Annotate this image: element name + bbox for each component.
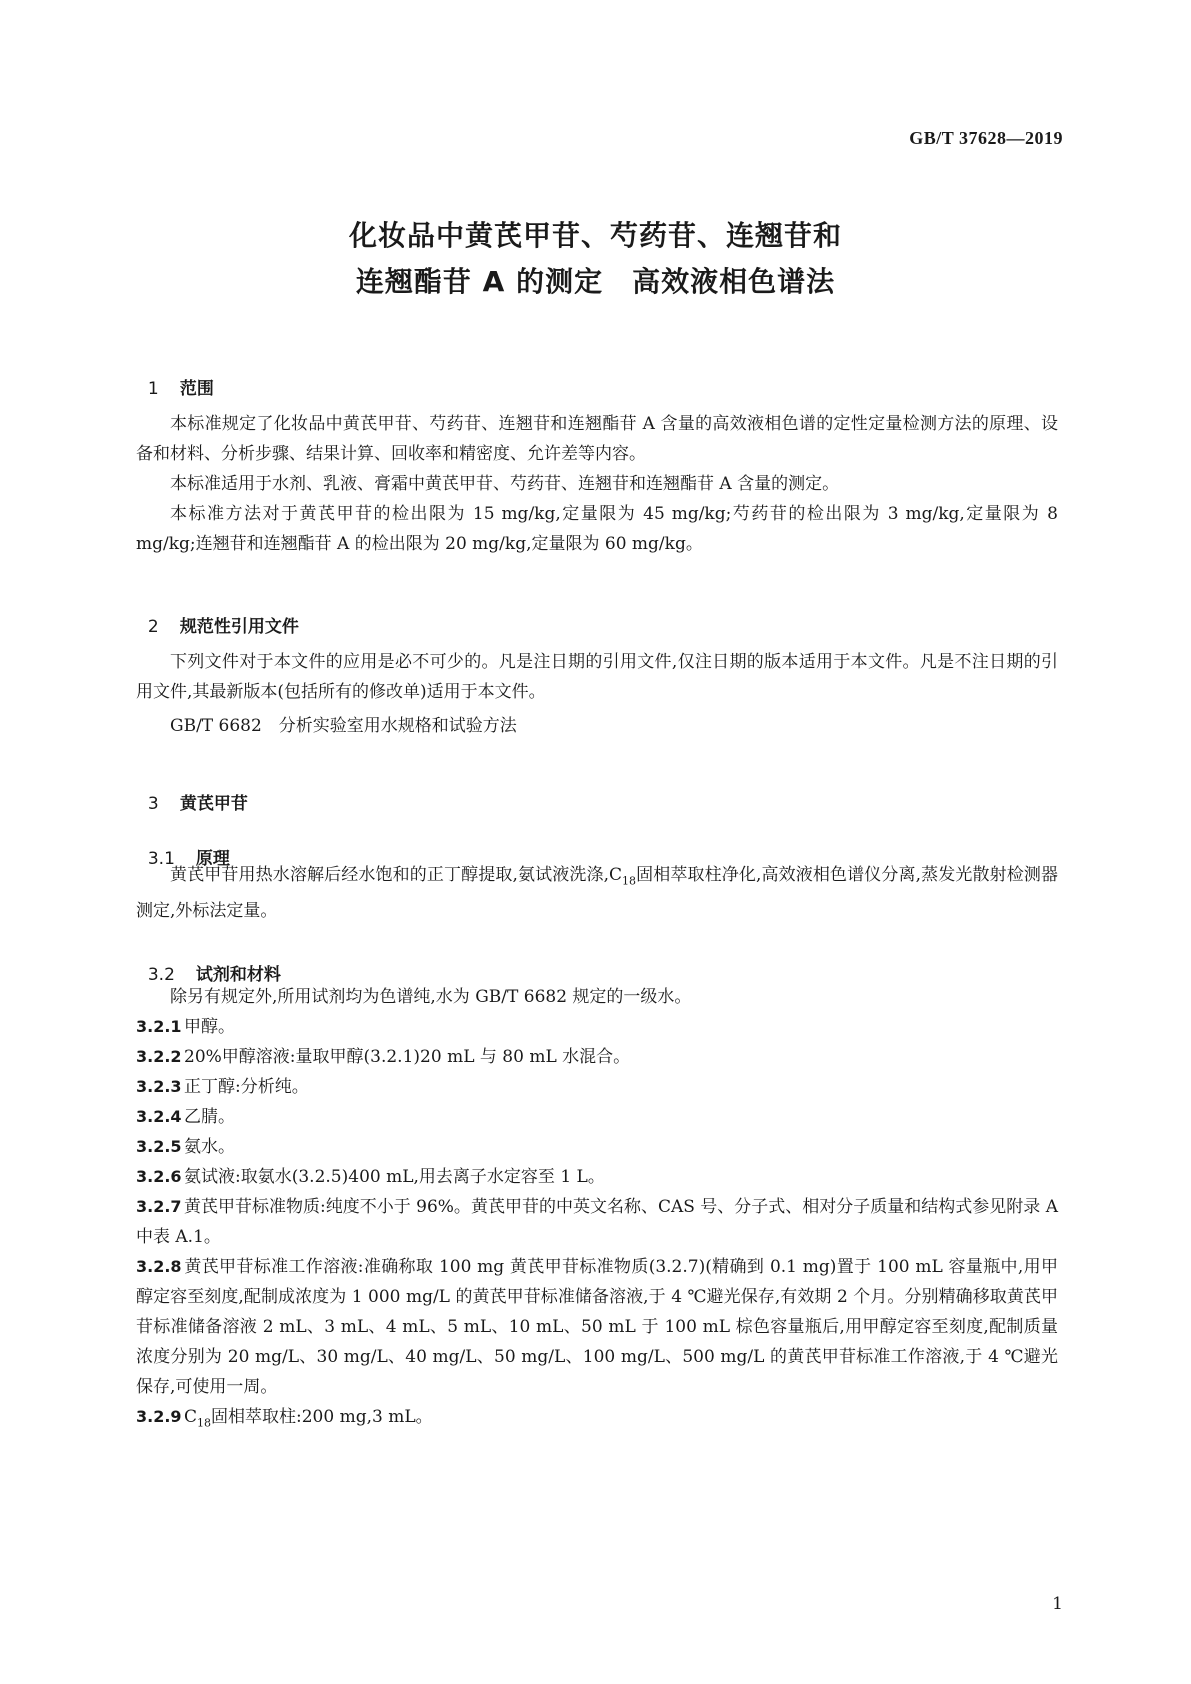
section-3-heading — [136, 769, 248, 814]
list-item — [136, 1042, 1058, 1072]
list-item — [136, 1102, 1058, 1132]
item-text: 正丁醇:分析纯。 — [184, 1077, 309, 1097]
item-number: 3.2.2 — [136, 1047, 182, 1066]
list-item — [136, 1012, 1058, 1042]
section-number: 3.2 — [147, 965, 175, 985]
section-number: 3.1 — [147, 849, 175, 869]
item-number: 3.2.9 — [136, 1407, 182, 1426]
item-text: C — [184, 1407, 198, 1427]
text-part: 固相萃取柱净化,高效液相色谱仪分离,蒸发光散射检测器测定,外标法定量。 — [136, 865, 1058, 922]
item-text: 固相萃取柱:200 mg,3 mL。 — [211, 1407, 433, 1427]
section-number: 3 — [147, 794, 159, 814]
list-item — [136, 1402, 1058, 1438]
section-3-2-heading — [136, 940, 281, 985]
item-text: 黄芪甲苷标准工作溶液:准确称取 100 mg 黄芪甲苷标准物质(3.2.7)(精确到 0.1 mg)置于 100 mL 容量瓶中,用甲醇定容至刻度,配制成浓度为 1 000 mg/L 的黄芪甲苷标准储备溶液,于 4 ℃避光保存,有效期 2 个月。分别精确移取黄芪甲苷标准储备溶液 2 mL、3 mL、4 mL、5 mL、10 mL、50 mL 于 100 mL 棕色容量瓶后,用甲醇定容至刻度,配制质量浓度分别为 20 mg/L、30 mg/L、40 mg/L、50 mg/L、100 mg/L、500 mg/L 的黄芪甲苷标准工作溶液,于 4 ℃避光保存,可使用一周。 — [136, 1257, 1058, 1397]
item-number: 3.2.1 — [136, 1017, 182, 1036]
item-text: 乙腈。 — [184, 1107, 235, 1127]
item-text: 氨水。 — [184, 1137, 235, 1157]
item-text: 黄芪甲苷标准物质:纯度不小于 96%。黄芪甲苷的中英文名称、CAS 号、分子式、相对分子质量和结构式参见附录 A 中表 A.1。 — [136, 1197, 1058, 1247]
list-item — [136, 1192, 1058, 1252]
section-title: 试剂和材料 — [195, 965, 281, 985]
section-1-paragraph-2: 本标准适用于水剂、乳液、膏霜中黄芪甲苷、芍药苷、连翘苷和连翘酯苷 A 含量的测定。 — [170, 474, 840, 494]
item-text: 20%甲醇溶液:量取甲醇(3.2.1)20 mL 与 80 mL 水混合。 — [184, 1047, 631, 1067]
list-item — [136, 1162, 1058, 1192]
section-2-paragraph-1: 下列文件对于本文件的应用是必不可少的。凡是注日期的引用文件,仅注日期的版本适用于本文件。凡是不注日期的引用文件,其最新版本(包括所有的修改单)适用于本文件。 — [136, 652, 1058, 702]
item-number: 3.2.8 — [136, 1257, 182, 1276]
section-1-paragraph-1: 本标准规定了化妆品中黄芪甲苷、芍药苷、连翘苷和连翘酯苷 A 含量的高效液相色谱的定性定量检测方法的原理、设备和材料、分析步骤、结果计算、回收率和精密度、允许差等内容。 — [136, 414, 1058, 464]
section-3-2-intro: 除另有规定外,所用试剂均为色谱纯,水为 GB/T 6682 规定的一级水。 — [170, 987, 692, 1007]
section-1-heading — [136, 354, 214, 399]
list-item — [136, 1132, 1058, 1162]
subscript: 18 — [197, 1416, 212, 1430]
item-number: 3.2.6 — [136, 1167, 182, 1186]
item-text: 甲醇。 — [184, 1017, 235, 1037]
section-title: 范围 — [179, 379, 214, 399]
list-item — [136, 1072, 1058, 1102]
section-title: 原理 — [195, 849, 230, 869]
section-number: 2 — [147, 617, 159, 637]
document-title-line2: 连翘酯苷 A 的测定 高效液相色谱法 — [355, 265, 836, 298]
section-title: 规范性引用文件 — [179, 617, 299, 637]
page-number: 1 — [1052, 1594, 1063, 1614]
section-2-heading — [136, 592, 299, 637]
item-number: 3.2.7 — [136, 1197, 182, 1216]
section-number: 1 — [147, 379, 159, 399]
item-text: 氨试液:取氨水(3.2.5)400 mL,用去离子水定容至 1 L。 — [184, 1167, 605, 1187]
text-part: 黄芪甲苷用热水溶解后经水饱和的正丁醇提取,氨试液洗涤,C — [170, 865, 622, 885]
section-title: 黄芪甲苷 — [179, 794, 248, 814]
normative-reference: GB/T 6682 分析实验室用水规格和试验方法 — [170, 716, 517, 736]
standard-code: GB/T 37628—2019 — [909, 128, 1063, 148]
subscript: 18 — [622, 874, 636, 888]
document-title-line1: 化妆品中黄芪甲苷、芍药苷、连翘苷和 — [348, 219, 842, 252]
item-number: 3.2.4 — [136, 1107, 182, 1126]
item-number: 3.2.5 — [136, 1137, 182, 1156]
section-3-1-paragraph — [136, 860, 1058, 926]
item-number: 3.2.3 — [136, 1077, 182, 1096]
section-1-paragraph-3: 本标准方法对于黄芪甲苷的检出限为 15 mg/kg,定量限为 45 mg/kg;芍药苷的检出限为 3 mg/kg,定量限为 8 mg/kg;连翘苷和连翘酯苷 A 的检出限为 20 mg/kg,定量限为 60 mg/kg。 — [136, 504, 1058, 554]
list-item — [136, 1252, 1058, 1402]
